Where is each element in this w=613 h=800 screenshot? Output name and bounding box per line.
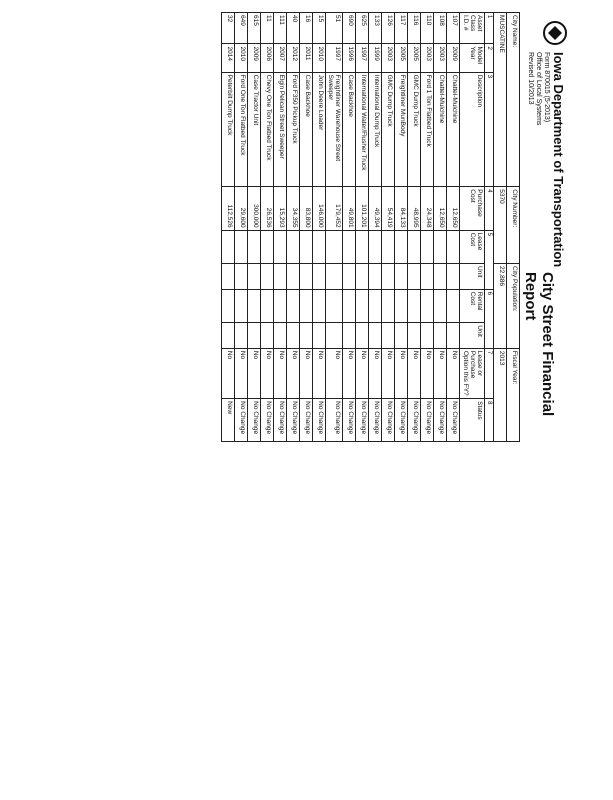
cell-purchase-cost: 54,419 bbox=[382, 187, 395, 230]
table-row bbox=[300, 13, 313, 442]
table-row bbox=[369, 13, 382, 442]
fiscal-year-label: Fiscal Year: bbox=[507, 348, 520, 441]
cell-status: No Change bbox=[434, 399, 447, 442]
rotated-sheet bbox=[10, 12, 570, 442]
cell-rental-unit bbox=[248, 323, 261, 349]
cell-lease-option: No bbox=[326, 348, 343, 398]
col-lease-option: Lease or Purchase Option this FY? bbox=[460, 348, 485, 398]
cell-lease-unit bbox=[222, 264, 235, 290]
cell-description: John Deere Loader bbox=[313, 72, 326, 187]
report-title: City Street Financial Report bbox=[522, 272, 556, 417]
cell-lease-cost bbox=[300, 230, 313, 263]
cell-purchase-cost: 49,801 bbox=[343, 187, 356, 230]
cell-purchase-cost: 26,536 bbox=[261, 187, 274, 230]
col-description: Description bbox=[460, 72, 485, 187]
cell-model-year: 2006 bbox=[261, 44, 274, 72]
cell-description: International Water/Flusher Truck bbox=[356, 72, 369, 187]
cell-asset-id: 16 bbox=[300, 13, 313, 44]
cell-description: Freightliner Warehouse Street Sweeper bbox=[326, 72, 343, 187]
cell-purchase-cost: 146,000 bbox=[313, 187, 326, 230]
cell-lease-option: No bbox=[287, 348, 300, 398]
cell-model-year: 2012 bbox=[287, 44, 300, 72]
cell-lease-option: No bbox=[356, 348, 369, 398]
cell-status: No Change bbox=[356, 399, 369, 442]
cell-rental-cost bbox=[248, 289, 261, 323]
cell-rental-unit bbox=[447, 323, 460, 349]
cell-lease-unit bbox=[356, 264, 369, 290]
cell-status: No Change bbox=[274, 399, 287, 442]
cell-rental-unit bbox=[382, 323, 395, 349]
table-row bbox=[395, 13, 408, 442]
cell-asset-id: 111 bbox=[274, 13, 287, 44]
cell-lease-cost bbox=[447, 230, 460, 263]
cell-rental-unit bbox=[222, 323, 235, 349]
cell-purchase-cost: 84,133 bbox=[395, 187, 408, 230]
cell-rental-cost bbox=[274, 289, 287, 323]
cell-asset-id: 110 bbox=[421, 13, 434, 44]
city-name-label: City Name: bbox=[507, 13, 520, 187]
cell-status: No Change bbox=[369, 399, 382, 442]
city-name-value: MUSCATINE bbox=[494, 13, 507, 187]
cell-status: No Change bbox=[248, 399, 261, 442]
population-label: City Population: bbox=[507, 264, 520, 349]
cell-rental-cost bbox=[235, 289, 248, 323]
cell-lease-cost bbox=[382, 230, 395, 263]
col-purchase-cost: Purchase Cost bbox=[460, 187, 485, 230]
table-row bbox=[287, 13, 300, 442]
cell-rental-cost bbox=[222, 289, 235, 323]
table-row bbox=[261, 13, 274, 442]
cell-asset-id: 690 bbox=[343, 13, 356, 44]
cell-lease-option: No bbox=[395, 348, 408, 398]
cell-asset-id: 32 bbox=[222, 13, 235, 44]
cell-lease-unit bbox=[326, 264, 343, 290]
fiscal-year-value: 2013 bbox=[494, 348, 507, 441]
cell-lease-option: No bbox=[343, 348, 356, 398]
cell-description: Ford One Ton Flatbed Truck bbox=[235, 72, 248, 187]
cell-rental-unit bbox=[235, 323, 248, 349]
cell-status: No Change bbox=[395, 399, 408, 442]
cell-model-year: 2009 bbox=[248, 44, 261, 72]
cell-purchase-cost: 49,394 bbox=[369, 187, 382, 230]
cell-rental-cost bbox=[300, 289, 313, 323]
column-number: 6 bbox=[485, 289, 494, 348]
cell-lease-cost bbox=[434, 230, 447, 263]
cell-lease-cost bbox=[222, 230, 235, 263]
table-row bbox=[313, 13, 326, 442]
cell-rental-cost bbox=[356, 289, 369, 323]
cell-lease-unit bbox=[287, 264, 300, 290]
cell-lease-unit bbox=[369, 264, 382, 290]
cell-status: No Change bbox=[261, 399, 274, 442]
cell-rental-cost bbox=[447, 289, 460, 323]
cell-lease-option: No bbox=[313, 348, 326, 398]
cell-lease-cost bbox=[408, 230, 421, 263]
cell-model-year: 2011 bbox=[300, 44, 313, 72]
office-name: Office of Local Systems bbox=[535, 52, 542, 126]
column-number: 3 bbox=[485, 72, 494, 187]
cell-rental-unit bbox=[287, 323, 300, 349]
cell-status: No Change bbox=[300, 399, 313, 442]
cell-lease-cost bbox=[274, 230, 287, 263]
info-row-labels bbox=[507, 13, 520, 442]
cell-rental-cost bbox=[343, 289, 356, 323]
cell-status: No Change bbox=[421, 399, 434, 442]
cell-purchase-cost: 179,452 bbox=[326, 187, 343, 230]
cell-lease-cost bbox=[356, 230, 369, 263]
table-row bbox=[421, 13, 434, 442]
col-status: Status bbox=[460, 399, 485, 442]
cell-purchase-cost: 29,600 bbox=[235, 187, 248, 230]
cell-status: No Change bbox=[326, 399, 343, 442]
cell-model-year: 1997 bbox=[326, 44, 343, 72]
cell-asset-id: 51 bbox=[326, 13, 343, 44]
cell-rental-unit bbox=[434, 323, 447, 349]
cell-lease-cost bbox=[369, 230, 382, 263]
cell-description: International Dump Truck bbox=[369, 72, 382, 187]
cell-status: No Change bbox=[382, 399, 395, 442]
cell-rental-cost bbox=[421, 289, 434, 323]
cell-lease-option: No bbox=[235, 348, 248, 398]
cell-lease-unit bbox=[382, 264, 395, 290]
cell-lease-cost bbox=[248, 230, 261, 263]
cell-lease-unit bbox=[447, 264, 460, 290]
cell-description: Peterbilt Dump Truck bbox=[222, 72, 235, 187]
cell-lease-unit bbox=[343, 264, 356, 290]
cell-description: Elgin Pelican Street Sweeper bbox=[274, 72, 287, 187]
cell-rental-unit bbox=[356, 323, 369, 349]
cell-status: No Change bbox=[408, 399, 421, 442]
equipment-table bbox=[221, 12, 520, 442]
col-asset-class: Asset Class I.D. # bbox=[460, 13, 485, 44]
table-row bbox=[248, 13, 261, 442]
cell-rental-unit bbox=[274, 323, 287, 349]
cell-asset-id: 40 bbox=[287, 13, 300, 44]
cell-rental-cost bbox=[369, 289, 382, 323]
cell-lease-unit bbox=[248, 264, 261, 290]
cell-status: No Change bbox=[447, 399, 460, 442]
city-number-label: City Number: bbox=[507, 187, 520, 264]
cell-asset-id: 11 bbox=[261, 13, 274, 44]
table-body bbox=[222, 13, 460, 442]
cell-status: No Change bbox=[313, 399, 326, 442]
cell-rental-unit bbox=[343, 323, 356, 349]
cell-model-year: 2010 bbox=[313, 44, 326, 72]
cell-model-year: 1997 bbox=[356, 44, 369, 72]
cell-lease-option: No bbox=[447, 348, 460, 398]
cell-lease-cost bbox=[287, 230, 300, 263]
cell-asset-id: 116 bbox=[408, 13, 421, 44]
cell-description: Case Tractor Unit bbox=[248, 72, 261, 187]
cell-description: GMC Dump Truck bbox=[408, 72, 421, 187]
cell-lease-unit bbox=[235, 264, 248, 290]
cell-lease-cost bbox=[261, 230, 274, 263]
cell-lease-option: No bbox=[222, 348, 235, 398]
cell-lease-unit bbox=[313, 264, 326, 290]
cell-lease-option: No bbox=[382, 348, 395, 398]
table-row bbox=[343, 13, 356, 442]
cell-purchase-cost: 48,995 bbox=[408, 187, 421, 230]
column-number: 5 bbox=[485, 230, 494, 289]
cell-purchase-cost: 300,000 bbox=[248, 187, 261, 230]
cell-status: No Change bbox=[287, 399, 300, 442]
cell-description: Chattel-Mulchine bbox=[434, 72, 447, 187]
cell-lease-cost bbox=[326, 230, 343, 263]
table-row bbox=[408, 13, 421, 442]
cell-status: New bbox=[222, 399, 235, 442]
column-number: 4 bbox=[485, 187, 494, 230]
cell-asset-id: 108 bbox=[434, 13, 447, 44]
cell-rental-unit bbox=[313, 323, 326, 349]
cell-asset-id: 625 bbox=[356, 13, 369, 44]
table-row bbox=[356, 13, 369, 442]
cell-model-year: 2005 bbox=[408, 44, 421, 72]
cell-description: Freightliner MunBody bbox=[395, 72, 408, 187]
cell-model-year: 2014 bbox=[222, 44, 235, 72]
cell-lease-unit bbox=[300, 264, 313, 290]
cell-status: No Change bbox=[235, 399, 248, 442]
cell-lease-unit bbox=[408, 264, 421, 290]
cell-lease-cost bbox=[421, 230, 434, 263]
cell-rental-unit bbox=[261, 323, 274, 349]
cell-model-year: 2010 bbox=[235, 44, 248, 72]
cell-description: Case Backhoe bbox=[300, 72, 313, 187]
cell-purchase-cost: 112,526 bbox=[222, 187, 235, 230]
cell-rental-cost bbox=[382, 289, 395, 323]
col-rental-cost: Rental Cost bbox=[460, 289, 485, 323]
population-value: 22,886 bbox=[494, 264, 507, 349]
table-row bbox=[235, 13, 248, 442]
cell-purchase-cost: 34,355 bbox=[287, 187, 300, 230]
cell-lease-option: No bbox=[261, 348, 274, 398]
cell-description: GMC Dump Truck bbox=[382, 72, 395, 187]
column-number-row bbox=[485, 13, 494, 442]
cell-lease-unit bbox=[274, 264, 287, 290]
cell-lease-option: No bbox=[421, 348, 434, 398]
cell-rental-cost bbox=[287, 289, 300, 323]
column-number: 2 bbox=[485, 44, 494, 72]
iowa-dot-logo-icon bbox=[542, 20, 568, 46]
cell-rental-cost bbox=[261, 289, 274, 323]
column-number: 8 bbox=[485, 399, 494, 442]
cell-description: Chattel-Mulchine bbox=[447, 72, 460, 187]
cell-asset-id: 117 bbox=[395, 13, 408, 44]
column-number: 7 bbox=[485, 348, 494, 398]
cell-rental-cost bbox=[434, 289, 447, 323]
cell-purchase-cost: 12,650 bbox=[434, 187, 447, 230]
column-number: 1 bbox=[485, 13, 494, 44]
info-row-values bbox=[494, 13, 507, 442]
cell-asset-id: 615 bbox=[248, 13, 261, 44]
cell-purchase-cost: 12,650 bbox=[447, 187, 460, 230]
cell-rental-unit bbox=[408, 323, 421, 349]
cell-rental-cost bbox=[395, 289, 408, 323]
cell-purchase-cost: 24,348 bbox=[421, 187, 434, 230]
cell-description: Chevy One Ton Flatbed Truck bbox=[261, 72, 274, 187]
column-header-row bbox=[460, 13, 485, 442]
cell-lease-unit bbox=[395, 264, 408, 290]
cell-asset-id: 107 bbox=[447, 13, 460, 44]
revision-date: Revised 10/2013 bbox=[527, 52, 534, 105]
cell-model-year: 2007 bbox=[274, 44, 287, 72]
cell-lease-unit bbox=[421, 264, 434, 290]
department-name: Iowa Department of Transportation bbox=[551, 52, 566, 268]
cell-lease-option: No bbox=[408, 348, 421, 398]
table-row bbox=[326, 13, 343, 442]
cell-lease-cost bbox=[343, 230, 356, 263]
cell-asset-id: 15 bbox=[313, 13, 326, 44]
cell-lease-option: No bbox=[434, 348, 447, 398]
cell-model-year: 1999 bbox=[369, 44, 382, 72]
col-model-year: Model Year bbox=[460, 44, 485, 72]
table-row bbox=[434, 13, 447, 442]
cell-model-year: 2003 bbox=[421, 44, 434, 72]
cell-rental-unit bbox=[300, 323, 313, 349]
cell-asset-id: 126 bbox=[382, 13, 395, 44]
cell-lease-option: No bbox=[274, 348, 287, 398]
cell-asset-id: 649 bbox=[235, 13, 248, 44]
cell-description: Case Backhoe bbox=[343, 72, 356, 187]
cell-model-year: 1996 bbox=[343, 44, 356, 72]
city-number-value: 5370 bbox=[494, 187, 507, 264]
table-row bbox=[274, 13, 287, 442]
cell-lease-cost bbox=[313, 230, 326, 263]
table-row bbox=[222, 13, 235, 442]
table-row bbox=[382, 13, 395, 442]
cell-lease-option: No bbox=[300, 348, 313, 398]
cell-lease-option: No bbox=[248, 348, 261, 398]
cell-lease-cost bbox=[395, 230, 408, 263]
cell-model-year: 2009 bbox=[447, 44, 460, 72]
col-lease-unit: Unit bbox=[460, 264, 485, 290]
cell-asset-id: 133 bbox=[369, 13, 382, 44]
table-row bbox=[447, 13, 460, 442]
cell-rental-cost bbox=[313, 289, 326, 323]
cell-lease-unit bbox=[261, 264, 274, 290]
cell-rental-cost bbox=[408, 289, 421, 323]
cell-rental-unit bbox=[421, 323, 434, 349]
cell-purchase-cost: 101,201 bbox=[356, 187, 369, 230]
cell-rental-unit bbox=[395, 323, 408, 349]
cell-description: Ford F350 Pickup Truck bbox=[287, 72, 300, 187]
cell-description: Ford 1 Ton Flatbed Truck bbox=[421, 72, 434, 187]
col-lease-cost: Lease Cost bbox=[460, 230, 485, 263]
cell-model-year: 2005 bbox=[395, 44, 408, 72]
cell-purchase-cost: 15,293 bbox=[274, 187, 287, 230]
cell-rental-unit bbox=[369, 323, 382, 349]
cell-lease-option: No bbox=[369, 348, 382, 398]
cell-rental-unit bbox=[326, 323, 343, 349]
cell-lease-cost bbox=[235, 230, 248, 263]
cell-status: No Change bbox=[343, 399, 356, 442]
cell-lease-unit bbox=[434, 264, 447, 290]
cell-rental-cost bbox=[326, 289, 343, 323]
col-rental-unit: Unit bbox=[460, 323, 485, 349]
cell-model-year: 2003 bbox=[434, 44, 447, 72]
cell-purchase-cost: 83,800 bbox=[300, 187, 313, 230]
cell-model-year: 2003 bbox=[382, 44, 395, 72]
form-number: Form 870015 (5-2013) bbox=[543, 52, 550, 123]
